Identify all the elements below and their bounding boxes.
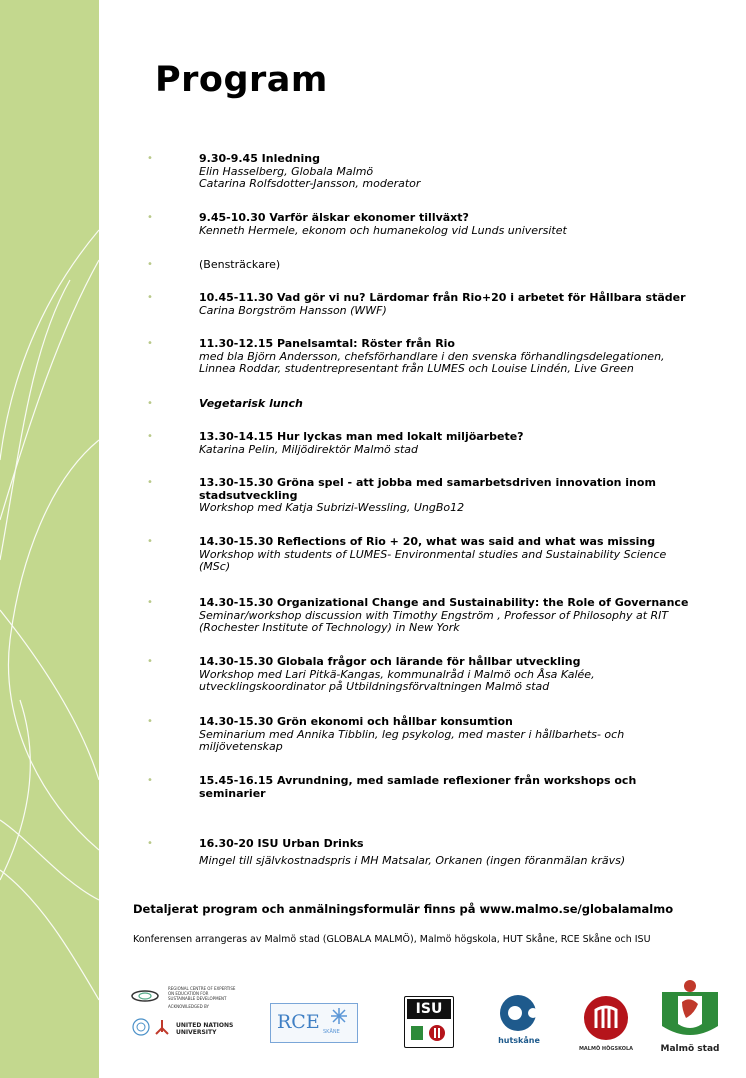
list-item xyxy=(199,477,669,515)
item-speaker: Seminarium med Annika Tibblin, leg psykolog, med master i hållbarhets- och miljövetenskap xyxy=(199,727,625,753)
bullet: • xyxy=(147,536,153,547)
item-heading: 14.30-15.30 Organizational Change and Sustainability: the Role of Governance xyxy=(199,596,689,609)
rce-text: REGIONAL CENTRE OF EXPERTISE ON EDUCATION FOR SUSTAINABLE DEVELOPMENT ACKNOWLEDGED BY xyxy=(168,986,236,1009)
organizers-text: Konferensen arrangeras av Malmö stad (GLOBALA MALMÖ), Malmö högskola, HUT Skåne, RCE Skåne och ISU xyxy=(133,934,651,945)
item-speaker: Elin Hasselberg, Globala Malmö xyxy=(199,164,374,178)
list-item xyxy=(199,597,689,635)
item-heading: 16.30-20 ISU Urban Drinks xyxy=(199,837,364,850)
item-heading: Vegetarisk lunch xyxy=(199,397,303,410)
isu-logo xyxy=(404,996,454,1048)
bullet: • xyxy=(147,292,153,303)
malmo-hogskola-logo xyxy=(578,994,634,1054)
page-title: Program xyxy=(155,60,328,100)
list-item xyxy=(199,338,699,376)
item-speaker: Kenneth Hermele, ekonom och humanekolog vid Lunds universitet xyxy=(199,223,567,237)
item-heading: 15.45-16.15 Avrundning, med samlade reflexioner från workshops och seminarier xyxy=(199,774,637,800)
mah-text: MALMÖ HÖGSKOLA xyxy=(578,1046,634,1052)
rce-skane-sub: SKÅNE xyxy=(323,1029,340,1035)
item-heading: 10.45-11.30 Vad gör vi nu? Lärdomar från Rio+20 i arbetet för Hållbara städer xyxy=(199,291,686,304)
bullet: • xyxy=(147,398,153,409)
item-heading: 14.30-15.30 Globala frågor och lärande för hållbar utveckling xyxy=(199,655,581,668)
list-item xyxy=(199,212,699,237)
bullet: • xyxy=(147,212,153,223)
bullet: • xyxy=(147,597,153,608)
swirl-decoration xyxy=(0,0,99,1078)
list-item xyxy=(199,431,699,456)
list-item xyxy=(199,259,699,272)
bullet: • xyxy=(147,477,153,488)
item-speaker: Katarina Pelin, Miljödirektör Malmö stad xyxy=(199,442,419,456)
malmo-stad-text: Malmö stad xyxy=(660,1044,720,1054)
unu-line1: UNITED NATIONS xyxy=(176,1022,234,1029)
rce-skane-logo xyxy=(270,1003,358,1043)
item-speaker: Carina Borgström Hansson (WWF) xyxy=(199,303,387,317)
details-link-text: Detaljerat program och anmälningsformulär finns på www.malmo.se/globalamalmo xyxy=(133,902,674,916)
hutskane-text: hutskåne xyxy=(498,1036,540,1045)
isu-emblem-icon xyxy=(409,1022,449,1044)
hutskane-logo xyxy=(496,993,542,1053)
malmo-stad-logo xyxy=(660,978,720,1058)
rce-skane-text: RCE xyxy=(277,1011,320,1033)
bullet: • xyxy=(147,338,153,349)
rce-swoosh-icon xyxy=(130,988,160,1004)
item-speaker: utvecklingskoordinator på Utbildningsförvaltningen Malmö stad xyxy=(199,680,550,693)
bullet: • xyxy=(147,431,153,442)
item-speaker: Catarina Rolfsdotter-Jansson, moderator xyxy=(199,177,421,190)
bullet: • xyxy=(147,838,153,849)
item-heading: 13.30-14.15 Hur lyckas man med lokalt miljöarbete? xyxy=(199,430,524,443)
item-heading: 9.30-9.45 Inledning xyxy=(199,152,321,165)
item-heading: 9.45-10.30 Varför älskar ekonomer tillväxt? xyxy=(199,211,469,224)
isu-text: ISU xyxy=(407,999,451,1019)
list-item xyxy=(199,292,699,317)
hutskane-emblem-icon xyxy=(498,993,538,1033)
bullet: • xyxy=(147,775,153,786)
malmo-stad-crest-icon xyxy=(660,978,720,1042)
bullet: • xyxy=(147,716,153,727)
bullet: • xyxy=(147,259,153,270)
item-heading: 13.30-15.30 Gröna spel - att jobba med samarbetsdriven innovation inom stadsutveckling xyxy=(199,476,656,502)
mah-emblem-icon xyxy=(582,994,630,1042)
item-speaker: Workshop med Lari Pitkä-Kangas, kommunalråd i Malmö och Åsa Kalée, xyxy=(199,667,595,681)
item-heading: 14.30-15.30 Reflections of Rio + 20, what was said and what was missing xyxy=(199,535,656,548)
item-speaker: Workshop with students of LUMES- Environmental studies and Sustainability Science (MSc) xyxy=(199,547,667,573)
list-item xyxy=(199,838,699,867)
item-speaker: Mingel till självkostnadspris i MH Matsalar, Orkanen (ingen föranmälan krävs) xyxy=(199,853,626,867)
item-text: (Bensträckare) xyxy=(199,258,281,271)
bullet: • xyxy=(147,153,153,164)
decorative-sidebar xyxy=(0,0,99,1078)
list-item xyxy=(199,536,679,574)
unu-line2: UNIVERSITY xyxy=(176,1029,217,1036)
unu-icon xyxy=(154,1018,170,1036)
item-speaker: Seminar/workshop discussion with Timothy Engström , Professor of Philosophy at RIT (Rochester Institute of Technology) in New York xyxy=(199,608,669,634)
list-item xyxy=(199,716,639,754)
list-item xyxy=(199,775,659,800)
item-heading: 11.30-12.15 Panelsamtal: Röster från Rio xyxy=(199,337,455,350)
item-speaker: Linnea Roddar, studentrepresentant från LUMES och Louise Lindén, Live Green xyxy=(199,362,634,375)
item-speaker: med bla Björn Andersson, chefsförhandlare i den svenska förhandlingsdelegationen, xyxy=(199,349,665,363)
sun-icon xyxy=(329,1006,349,1026)
list-item xyxy=(199,153,699,191)
bullet: • xyxy=(147,656,153,667)
list-item xyxy=(199,398,699,411)
item-speaker: Workshop med Katja Subrizi-Wessling, UngBo12 xyxy=(199,501,465,514)
un-emblem-icon xyxy=(132,1018,150,1036)
item-heading: 14.30-15.30 Grön ekonomi och hållbar konsumtion xyxy=(199,715,513,728)
list-item xyxy=(199,656,699,694)
rce-unu-logo xyxy=(130,986,250,1046)
